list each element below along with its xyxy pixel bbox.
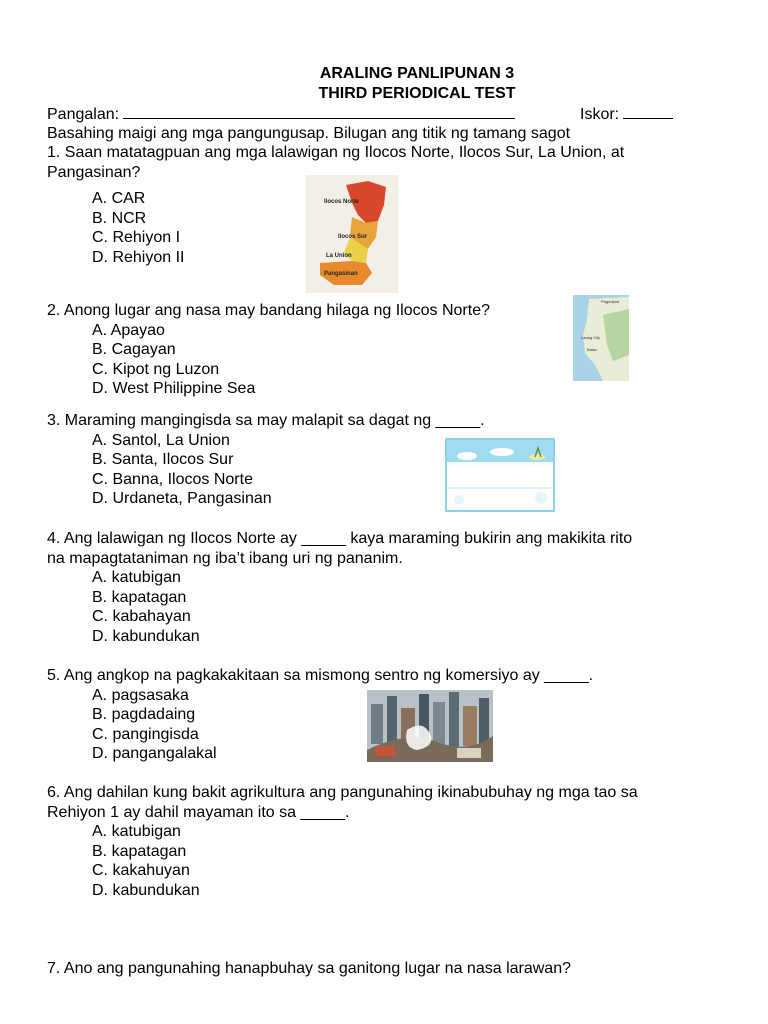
option-d[interactable]: D. Urdaneta, Pangasinan [92, 490, 272, 507]
name-label: Pangalan: [47, 106, 120, 123]
score-label: Iskor: [580, 106, 620, 123]
question-text: 6. Ang dahilan kung bakit agrikultura ang pangunahing ikinabubuhay ng mga tao sa [47, 784, 638, 801]
sea-frame-image [445, 438, 555, 512]
name-score-row [47, 104, 727, 124]
option-b[interactable]: B. Santa, Ilocos Sur [92, 451, 234, 468]
option-b[interactable]: B. NCR [92, 209, 147, 227]
map-label-pagudpud: Pagudpud [601, 299, 620, 304]
map-label-laoag: Laoag City [581, 335, 601, 340]
option-c[interactable]: C. kakahuyan [92, 862, 190, 879]
question-text: 7. Ano ang pangunahing hanapbuhay sa ganitong lugar na nasa larawan? [47, 960, 571, 977]
question-text: 3. Maraming mangingisda sa may malapit sa dagat ng _____. [47, 412, 485, 429]
question-3 [47, 411, 727, 509]
question-text-cont: na mapagtataniman ng iba’t ibang uri ng pananim. [47, 549, 403, 567]
question-6 [47, 783, 727, 900]
map-label-ilocos-norte: Ilocos Norte [324, 199, 359, 205]
option-b[interactable]: B. kapatagan [92, 842, 187, 860]
option-a[interactable]: A. Apayao [92, 321, 165, 339]
option-b[interactable]: B. kapatagan [92, 588, 187, 606]
option-c[interactable]: C. Banna, Ilocos Norte [92, 470, 253, 488]
question-text: 1. Saan matatagpuan ang mga lalawigan ng Ilocos Norte, Ilocos Sur, La Union, at [47, 144, 625, 161]
name-blank[interactable] [123, 104, 515, 119]
question-4 [47, 529, 727, 646]
option-a[interactable]: A. Santol, La Union [92, 431, 230, 449]
map-label-pangasinan: Pangasinan [324, 271, 358, 277]
question-text-cont: Pangasinan? [47, 163, 141, 181]
question-text-cont: Rehiyon 1 ay dahil mayaman ito sa _____. [47, 803, 350, 821]
option-b[interactable]: B. Cagayan [92, 341, 176, 358]
option-b[interactable]: B. pagdadaing [92, 706, 196, 723]
region-map-image [306, 175, 398, 293]
map-label-batac: Batac [587, 347, 598, 352]
question-text: 5. Ang angkop na pagkakakitaan sa mismong sentro ng komersiyo ay _____. [47, 667, 594, 684]
option-c[interactable]: C. Rehiyon I [92, 229, 181, 246]
option-a[interactable]: A. katubigan [92, 569, 181, 586]
option-a[interactable]: A. katubigan [92, 823, 181, 840]
option-c[interactable]: C. pangingisda [92, 725, 199, 743]
test-page [47, 64, 727, 144]
map-label-la-union: La Union [326, 253, 352, 259]
score-blank[interactable] [623, 104, 673, 119]
question-7 [47, 959, 727, 979]
option-d[interactable]: D. pangangalakal [92, 745, 217, 762]
option-a[interactable]: A. pagsasaka [92, 686, 189, 704]
question-text: 2. Anong lugar ang nasa may bandang hilaga ng Ilocos Norte? [47, 302, 490, 319]
option-a[interactable]: A. CAR [92, 190, 146, 207]
city-photo-image [367, 690, 493, 762]
coast-map-image [573, 295, 629, 381]
option-d[interactable]: D. Rehiyon II [92, 248, 185, 266]
map-label-ilocos-sur: Ilocos Sur [338, 234, 368, 240]
option-d[interactable]: D. West Philippine Sea [92, 380, 256, 397]
question-text: 4. Ang lalawigan ng Ilocos Norte ay _____ kaya maraming bukirin ang makikita rito [47, 530, 633, 547]
instructions: Basahing maigi ang mga pangungusap. Bilugan ang titik ng tamang sagot [47, 125, 571, 142]
option-c[interactable]: C. kabahayan [92, 608, 191, 625]
option-d[interactable]: D. kabundukan [92, 627, 200, 645]
option-c[interactable]: C. Kipot ng Luzon [92, 360, 220, 378]
option-d[interactable]: D. kabundukan [92, 881, 200, 899]
test-subtitle: THIRD PERIODICAL TEST [318, 85, 516, 102]
test-title: ARALING PANLIPUNAN 3 [319, 65, 515, 82]
